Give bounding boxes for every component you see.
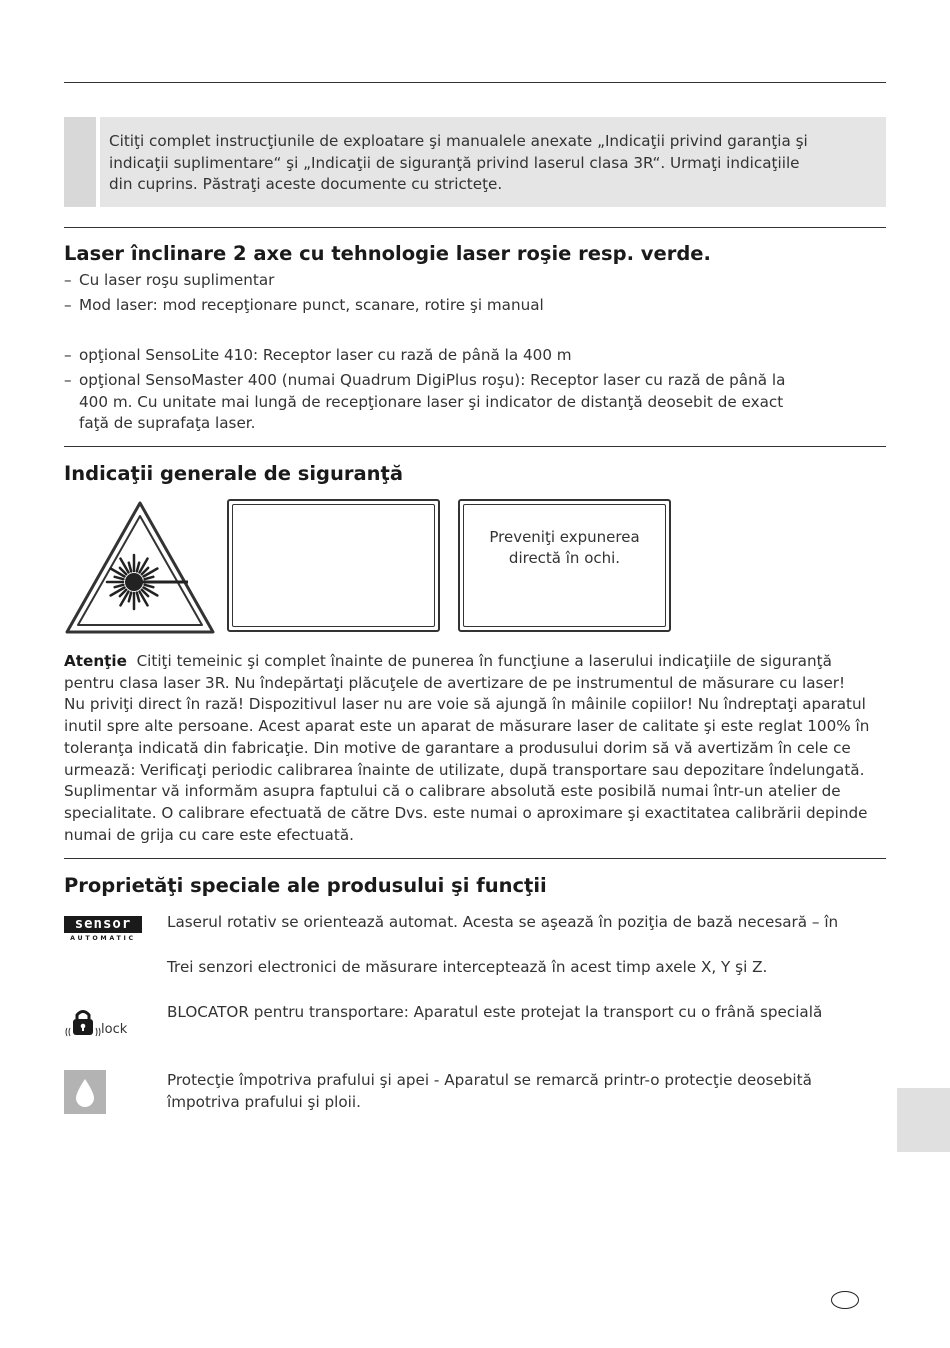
list-item: [64, 370, 829, 435]
paragraph-line: pentru clasa laser 3R. Nu îndepărtaţi plăcuţele de avertizare de pe instrumentul de măsurare cu laser!: [64, 673, 846, 692]
lock-icon: [64, 1008, 134, 1040]
paragraph-line: Suplimentar vă informăm asupra faptului că o calibrare absolută este posibilă numai într-un atelier de: [64, 782, 841, 801]
section-rule: [64, 446, 886, 447]
bullet-dash: –: [64, 346, 72, 364]
paragraph-line: Nu priviţi direct în rază! Dispozitivul laser nu are voie să ajungă în mâinile copiilor! Nu îndreptaţi aparatul: [64, 695, 866, 714]
language-oval: [831, 1291, 859, 1309]
bullet-dash: –: [64, 371, 72, 389]
bullet-line: faţă de suprafaţa laser.: [79, 414, 256, 432]
section-rule: [64, 858, 886, 859]
section-title-laser: Laser înclinare 2 axe cu tehnologie laser roşie resp. verde.: [64, 242, 711, 265]
list-item: [64, 270, 829, 292]
sensor-feature-line: Laserul rotativ se orientează automat. Acesta se aşează în poziţia de bază necesară – în: [167, 913, 839, 931]
section-rule: [64, 227, 886, 228]
paragraph-line: [64, 651, 886, 673]
sensor-feature-line: Trei senzori electronici de măsurare interceptează în acest timp axele X, Y şi Z.: [167, 958, 768, 976]
warning-label-line: directă în ochi.: [508, 549, 621, 567]
paragraph-line: specialitate. O calibrare efectuată de către Dvs. este numai o aproximare şi exactitatea calibrării depinde: [64, 803, 868, 822]
warning-label-text: [460, 527, 669, 569]
bullet-dash: –: [64, 296, 72, 314]
section-title-safety: Indicaţii generale de siguranţă: [64, 462, 403, 485]
lock-label: lock: [101, 1022, 128, 1037]
section-title-features: Proprietăţi speciale ale produsului şi funcţii: [64, 874, 547, 897]
dust-feature-line: Protecţie împotriva prafului şi apei - Aparatul se remarcă printr-o protecţie deosebită: [167, 1071, 812, 1089]
warning-label-box: [227, 499, 440, 632]
notice-strip: [64, 117, 100, 207]
list-item: [64, 295, 829, 317]
attention-paragraph: [64, 651, 886, 846]
dust-feature-text: [167, 1070, 867, 1113]
notice-line: Citiţi complet instrucţiunile de exploatare şi manualele anexate „Indicaţii privind garanţia şi: [109, 132, 808, 150]
attention-lead: Atenţie: [64, 652, 127, 670]
paragraph-line: numai de grija cu care este efectuată.: [64, 825, 354, 844]
list-item: [64, 345, 829, 367]
bullet-line: opţional SensoLite 410: Receptor laser cu rază de până la 400 m: [79, 346, 572, 364]
paragraph-line: urmează: Verificaţi periodic calibrarea înainte de utilizate, după transportare sau depozitare îndelungată.: [64, 760, 865, 779]
language-tab: [897, 1088, 950, 1152]
water-drop-icon: [64, 1070, 106, 1114]
warning-label-box: [458, 499, 671, 632]
sensor-automatic-icon: [64, 916, 142, 944]
bullet-line: Mod laser: mod recepţionare punct, scanare, rotire şi manual: [79, 296, 544, 314]
paragraph-line: inutil spre alte persoane. Acest aparat este un aparat de măsurare laser de calitate şi este reglat 100% în: [64, 717, 870, 736]
notice-box: [64, 117, 886, 207]
paragraph-line-text: Citiţi temeinic şi complet înainte de punerea în funcţiune a laserului indicaţiile de siguranţă: [136, 652, 832, 670]
laser-warning-triangle-icon: [64, 499, 216, 636]
warning-label-inner: [232, 504, 435, 627]
bullet-line: Cu laser roşu suplimentar: [79, 271, 275, 289]
dust-feature-line: împotriva prafului şi ploii.: [167, 1092, 361, 1111]
sensor-logo-bottom: AUTOMATIC: [70, 935, 136, 942]
notice-line: indicaţii suplimentare“ şi „Indicaţii de siguranţă privind laserul clasa 3R“. Urmaţi indicaţiile: [109, 153, 800, 172]
warning-label-line: Preveniţi expunerea: [489, 528, 640, 546]
lock-feature-line: BLOCATOR pentru transportare: Aparatul este protejat la transport cu o frână specială: [167, 1003, 823, 1021]
bullet-dash: –: [64, 271, 72, 289]
bullet-line: opţional SensoMaster 400 (numai Quadrum DigiPlus roşu): Receptor laser cu rază de până la: [79, 371, 786, 389]
top-rule: [64, 82, 886, 83]
paragraph-line: toleranţa indicată din fabricaţie. Din motive de garantare a produsului dorim să vă avertizăm în cele ce: [64, 738, 851, 757]
bullet-line: 400 m. Cu unitate mai lungă de recepţionare laser şi indicator de distanţă deosebit de exact: [79, 392, 784, 411]
notice-text: [109, 131, 839, 196]
notice-line: din cuprins. Păstraţi aceste documente cu stricteţe.: [109, 175, 503, 193]
sensor-logo-top: sensor: [64, 916, 142, 933]
